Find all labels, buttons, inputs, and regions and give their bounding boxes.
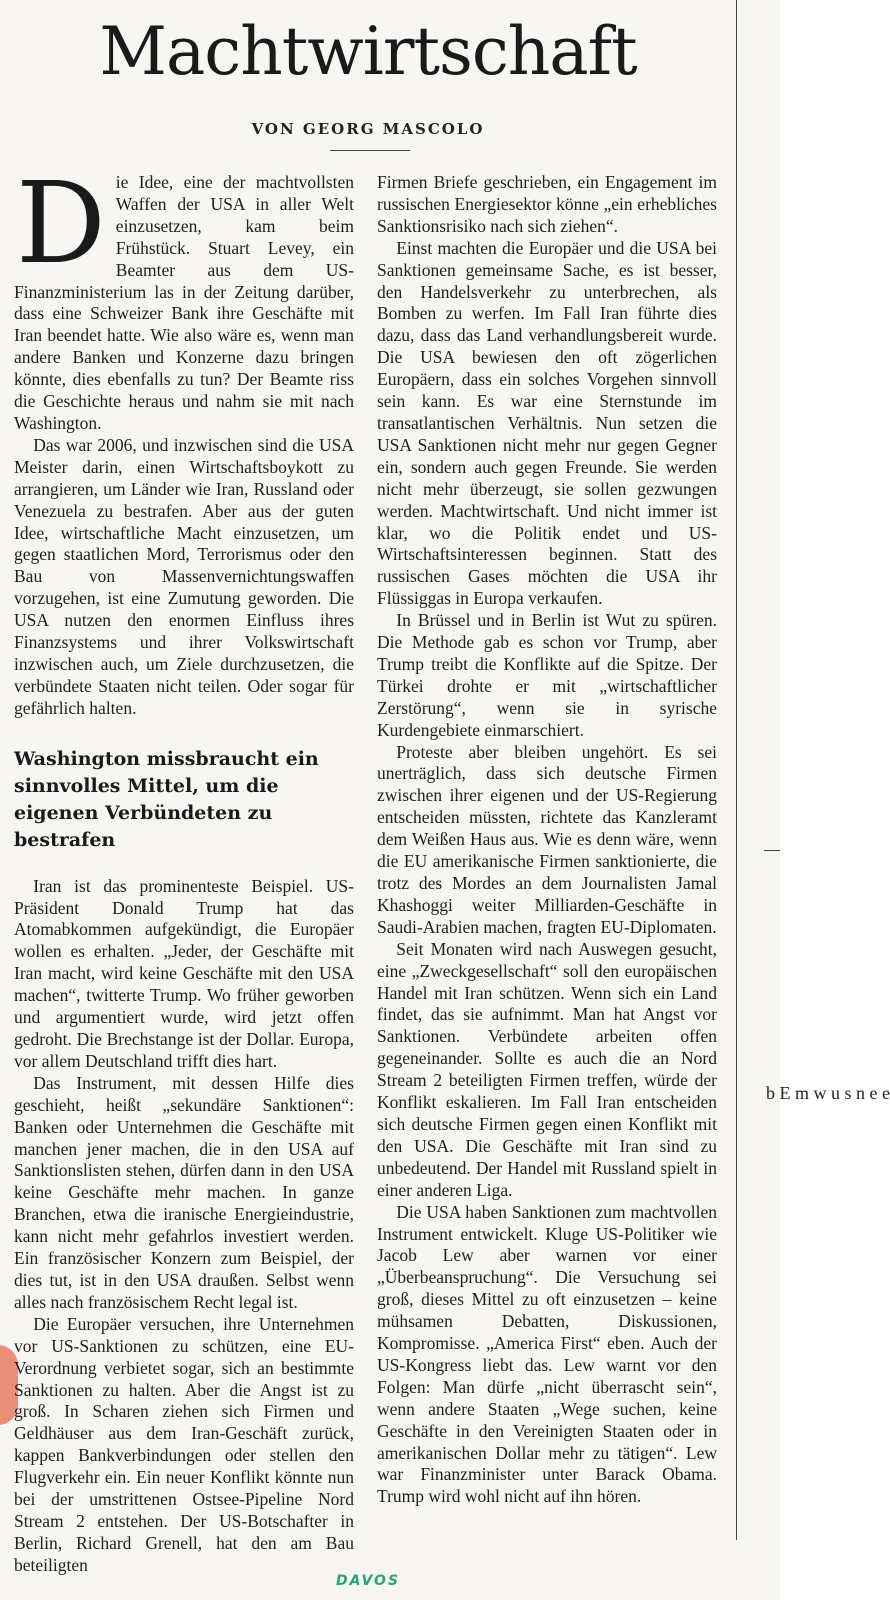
paragraph: Proteste aber bleiben ungehört. Es sei unerträglich, dass sich deutsche Firmen zwischen ihrer eigenen und der US-Regierung entscheiden müssten, richtete das Kanzleramt dem Weißen Haus aus. Wie es denn wäre, wenn die EU amerikanische Firmen sanktionierte, die trotz des Mordes an dem Journalisten Jamal Khashoggi weiter Milliarden-Geschäfte in Saudi-Arabien machen, fragten EU-Diplomaten. xyxy=(377,741,717,937)
headline: Machtwirtschaft xyxy=(99,13,637,90)
first-paragraph xyxy=(14,159,354,435)
paragraph: Die USA haben Sanktionen zum machtvollen Instrument entwickelt. Kluge US-Politiker wie Jacob Lew aber warnen vor einer „Überbeanspruchung“. Die Versuchung sei groß, dieses Mittel zu oft einzusetzen – keine mühsamen Debatten, Diskussionen, Kompromisse. „America First“ eben. Auch der US-Kongress liebt das. Lew warnt vor den Folgen: Man dürfe „nicht überrascht sein“, wenn andere Staaten „Wege suchen, keine Geschäfte in den Vereinigten Staaten oder in amerikanischen Dollar mehr zu tätigen“. Lew war Finanzminister unter Barack Obama. Trump wird wohl nicht auf ihn hören. xyxy=(377,1201,717,1507)
byline: VON GEORG MASCOLO xyxy=(251,120,485,138)
paragraph: Das Instrument, mit dessen Hilfe dies geschieht, heißt „sekundäre Sanktionen“: Banken oder Unternehmen die Geschäfte mit manchen jener machen, die in den USA auf Sanktionslisten stehen, dürfen dann in den USA keine Geschäfte mehr machen. In ganze Branchen, etwa die iranische Energieindustrie, kann nicht mehr gefahrlos investiert werden. Ein französischer Konzern zum Beispiel, der dies tut, ist in den USA draußen. Selbst wenn alles nach französischem Recht legal ist. xyxy=(14,1072,354,1312)
column-rule xyxy=(736,0,737,1540)
next-column-fragment: b E m w u s n e e xyxy=(766,1083,890,1103)
paragraph: Iran ist das prominenteste Beispiel. US-Präsident Donald Trump hat das Atomabkommen aufgekündigt, die Europäer wollen es erhalten. „Jeder, der Geschäfte mit Iran macht, wird keine Geschäfte mit den USA machen“, twitterte Trump. Wo früher geworben und argumentiert wurde, wird jetzt offen gedroht. Die Brechstange ist der Dollar. Europa, vor allem Deutschland trifft dies hart. xyxy=(14,875,354,1071)
next-column-rule xyxy=(764,850,780,851)
paragraph: Seit Monaten wird nach Auswegen gesucht, eine „Zweckgesellschaft“ soll den europäischen Handel mit Iran schützen. Wenn sich ein Land findet, das sie aufnimmt. Man hat Angst vor Sanktionen. Verbündete arbeiten offen gegeneinander. Sollte es auch die an Nord Stream 2 beteiligten Firmen treffen, würde der Konflikt eskalieren. Im Fall Iran entscheiden sich deutsche Firmen gegen einen Konflikt mit den USA. Die Geschäfte mit Iran sind zu unbedeutend. Der Handel mit Russland spielt in einer anderen Liga. xyxy=(377,938,717,1200)
byline-rule xyxy=(330,150,410,151)
paragraph: Einst machten die Europäer und die USA bei Sanktionen gemeinsame Sache, es ist besser, den Handelsverkehr zu unterbrechen, als Bomben zu werfen. Im Fall Iran führte dies dazu, dass das Land verhandlungsbereit wurde. Die USA bewiesen den oft zögerlichen Europäern, dass ein solches Vorgehen sinnvoll sein kann. Es war eine Sternstunde im transatlantischen Verhältnis. Nun setzen die USA Sanktionen nicht mehr nur gegen Gegner ein, sondern auch gegen Freunde. Sie werden nicht mehr überzeugt, sie sollen gezwungen werden. Machtwirtschaft. Und nicht immer ist klar, wo die Politik endet und US-Wirtschaftsinteressen beginnen. Statt des russischen Gases möchten die USA ihr Flüssiggas in Europa verkaufen. xyxy=(377,237,717,609)
section-label: DAVOS xyxy=(335,1573,401,1589)
drop-cap: D xyxy=(16,159,106,289)
article-column-left xyxy=(14,159,354,1577)
article-column-right xyxy=(377,172,717,1508)
paragraph: In Brüssel und in Berlin ist Wut zu spüren. Die Methode gab es schon vor Trump, aber Trump treibt die Konflikte auf die Spitze. Der Türkei drohte er mit „wirtschaftlicher Zerstörung“, wenn sie in syrische Kurdengebiete einmarschiert. xyxy=(377,610,717,740)
paragraph: Das war 2006, und inzwischen sind die USA Meister darin, einen Wirtschaftsboykott zu arrangieren, um Länder wie Iran, Russland oder Venezuela zu bestrafen. Aber aus der guten Idee, wirtschaftliche Macht einzusetzen, um gegen staatlichen Mord, Terrorismus oder den Bau von Massenvernichtungswaffen vorzugehen, ist eine Zumutung geworden. Die USA nutzen den enormen Einfluss ihres Finanzsystems und ihrer Volkswirtschaft inzwischen auch, um Ziele durchzusetzen, die verbündete Staaten nicht teilen. Oder sogar für gefährlich halten. xyxy=(14,434,354,718)
paragraph: Die Europäer versuchen, ihre Unternehmen vor US-Sanktionen zu schützen, eine EU-Verordnung verbietet sogar, sich an bestimmte Sanktionen zu halten. Aber die Angst ist zu groß. In Scharen ziehen sich Firmen und Geldhäuser aus dem Iran-Geschäft zurück, kappen Bankverbindungen oder stellen den Flugverkehr ein. Ein neuer Konflikt könnte nun bei der umstrittenen Ostsee-Pipeline Nord Stream 2 entstehen. Der US-Botschafter in Berlin, Richard Grenell, hat den am Bau beteiligten xyxy=(14,1313,354,1575)
paragraph: Firmen Briefe geschrieben, ein Engagement im russischen Energiesektor könne „ein erhebliches Sanktionsrisiko nach sich ziehen“. xyxy=(377,172,717,236)
first-paragraph-text: ie Idee, eine der machtvollsten Waffen der USA in aller Welt einzusetzen, kam beim Frühstück. Stuart Levey, ein Beamter aus dem US-Finanzministerium las in der Zeitung darüber, dass eine Schweizer Bank ihre Geschäfte mit Iran beendet hatte. Wie also wäre es, wenn man andere Banken und Konzerne dazu bringen könnte, dies ebenfalls zu tun? Der Beamte riss die Geschichte heraus und nahm sie mit nach Washington. xyxy=(14,172,354,433)
subheadline: Washington missbraucht ein sinnvolles Mittel, um die eigenen Verbündeten zu bestrafen xyxy=(14,747,319,851)
